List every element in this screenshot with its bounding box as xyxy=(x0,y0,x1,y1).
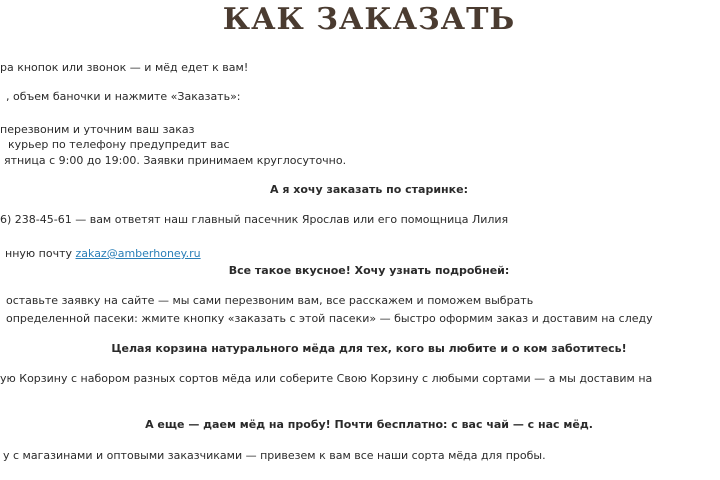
intro-text: ра кнопок или звонок — и мёд едет к вам! xyxy=(0,61,249,74)
step-courier: курьер по телефону предупредит вас xyxy=(8,138,230,151)
basket-text: ую Корзину с набором разных сортов мёда или соберите Свою Корзину с любыми сортами — а мы доставим на xyxy=(0,372,653,385)
working-hours: ятница с 9:00 до 19:00. Заявки принимаем круглосуточно. xyxy=(4,154,347,167)
heading-learn-more: Все такое вкусное! Хочу узнать подробней: xyxy=(228,264,510,277)
email-label: нную почту xyxy=(5,247,76,260)
step-callback: перезвоним и уточним ваш заказ xyxy=(0,123,195,136)
leave-request-text: оставьте заявку на сайте — мы сами перезвоним вам, все расскажем и поможем выбрать xyxy=(6,294,534,307)
heading-basket: Целая корзина натурального мёда для тех, кого вы любите и о ком заботитесь! xyxy=(111,342,627,355)
apiary-order-text: определенной пасеки: жмите кнопку «заказать с этой пасеки» — быстро оформим заказ и доставим на следу xyxy=(6,312,653,325)
heading-trial: А еще — даем мёд на пробу! Почти бесплатно: с вас чай — с нас мёд. xyxy=(145,418,593,431)
instruction-text: , объем баночки и нажмите «Заказать»: xyxy=(6,90,241,103)
email-line xyxy=(5,247,201,261)
heading-old-way: А я хочу заказать по старинке: xyxy=(270,183,468,196)
phone-text: 6) 238-45-61 — вам ответят наш главный пасечник Ярослав или его помощница Лилия xyxy=(0,213,509,226)
email-link[interactable]: zakaz@amberhoney.ru xyxy=(75,247,201,260)
wholesale-text: у с магазинами и оптовыми заказчиками — привезем к вам все наши сорта мёда для пробы. xyxy=(3,449,546,462)
page-title: КАК ЗАКАЗАТЬ xyxy=(222,2,516,37)
